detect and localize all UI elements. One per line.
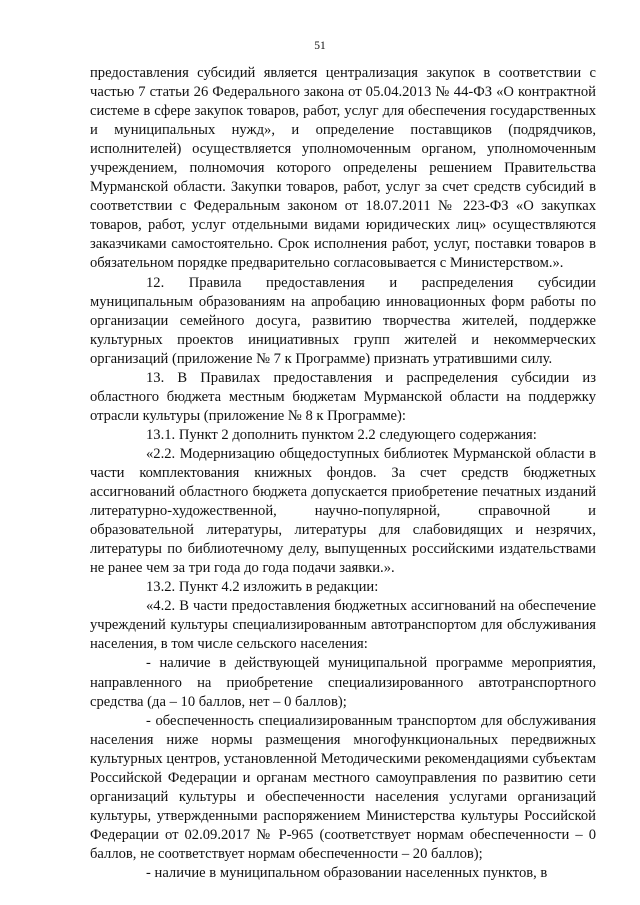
list-item-transport: - обеспеченность специализированным транспортом для обслуживания населения ниже нормы размещения многофункциональных передвижных культурных центров, установленной Методическими рекомендациями субъектам Российской Федерации и органам местного самоуправления по развитию сети организаций культуры и обеспеченности населения услугами организаций культуры, утвержденными распоряжением Министерства культуры Российской Федерации от 02.09.2017 № Р-965 (соответствует нормам обеспеченности – 0 баллов, не соответствует нормам обеспеченности – 20 баллов); xyxy=(90,712,596,862)
paragraph-quote-4-2: «4.2. В части предоставления бюджетных ассигнований на обеспечение учреждений культуры специализированным автотранспортом для обслуживания населения, в том числе сельского населения: xyxy=(90,598,596,653)
list-item-settlements: - наличие в муниципальном образовании населенных пунктов, в xyxy=(146,864,548,881)
paragraph-item-13: 13. В Правилах предоставления и распределения субсидии из областного бюджета местным бюджетам Мурманской области на поддержку отрасли культуры (приложение № 8 к Программе): xyxy=(90,369,596,424)
paragraph-item-13-2: 13.2. Пункт 4.2 изложить в редакции: xyxy=(146,579,379,596)
paragraph-continuation: предоставления субсидий является централизация закупок в соответствии с частью 7 статьи 26 Федерального закона от 05.04.2013 № 44-ФЗ «О контрактной системе в сфере закупок товаров, работ, услуг для обеспечения государственных и муниципальных нужд», и определение поставщиков (подрядчиков, исполнителей) осуществляется уполномоченным органом, уполномоченным учреждением, полномочия которого определены решением Правительства Мурманской области. Закупки товаров, работ, услуг за счет средств субсидий в соответствии с Федеральным законом от 18.07.2011 № 223-ФЗ «О закупках товаров, работ, услуг отдельными видами юридических лиц» осуществляются заказчиками самостоятельно. Срок исполнения работ, услуг, поставки товаров в обязательном порядке предварительно согласовывается с Министерством.». xyxy=(90,65,596,272)
paragraph-quote-2-2: «2.2. Модернизацию общедоступных библиотек Мурманской области в части комплектования книжных фондов. За счет средств бюджетных ассигнований областного бюджета допускается приобретение печатных изданий литературно-художественной, научно-популярной, справочной и образовательной литературы, литературы для слабовидящих и незрячих, литературы по библиотечному делу, выпущенных российскими издательствами не ранее чем за три года до года подачи заявки.». xyxy=(90,445,596,577)
paragraph-item-12: 12. Правила предоставления и распределения субсидии муниципальным образованиям на апробацию инновационных форм работы по организации семейного досуга, развитию творчества жителей, поддержке культурных проектов инициативных групп жителей и некоммерческих организаций (приложение № 7 к Программе) признать утратившими силу. xyxy=(90,274,596,367)
document-body xyxy=(90,64,596,883)
paragraph-item-13-1: 13.1. Пункт 2 дополнить пунктом 2.2 следующего содержания: xyxy=(146,426,537,443)
page-number: 51 xyxy=(314,40,326,52)
list-item-program: - наличие в действующей муниципальной программе мероприятия, направленного на приобретение специализированного автотранспортного средства (да – 10 баллов, нет – 0 баллов); xyxy=(90,655,596,710)
